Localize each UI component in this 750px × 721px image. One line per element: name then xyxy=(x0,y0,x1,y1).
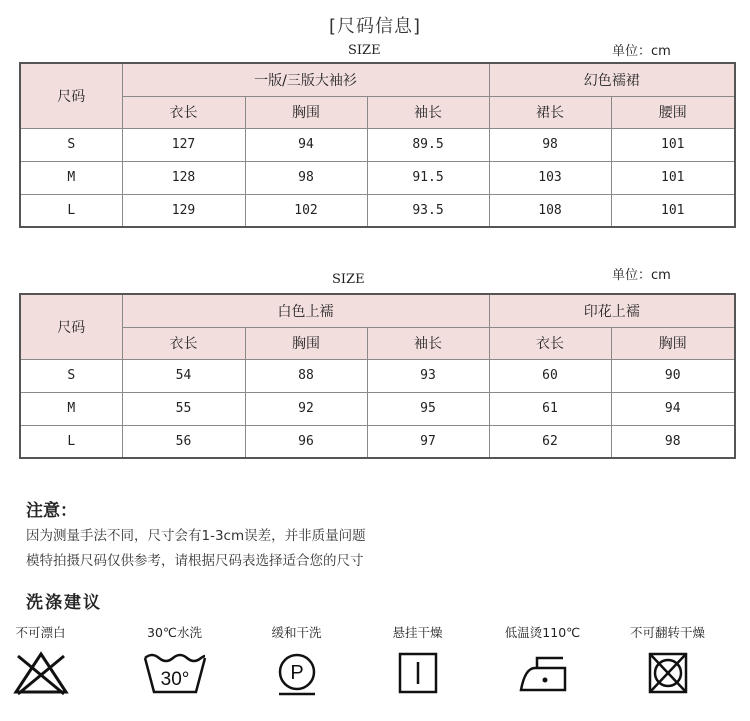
value-cell: 102 xyxy=(245,194,367,227)
size-cell: M xyxy=(20,161,122,194)
value-cell: 127 xyxy=(122,128,245,161)
care-item-wash-30 xyxy=(112,624,237,696)
size-table-2 xyxy=(19,293,736,459)
table-row xyxy=(20,128,735,161)
table-row xyxy=(20,425,735,458)
group-header: 一版/三版大袖衫 xyxy=(122,63,489,96)
table-row xyxy=(20,392,735,425)
value-cell: 96 xyxy=(245,425,367,458)
care-label: 不可翻转干燥 xyxy=(629,625,705,640)
size-cell: L xyxy=(20,194,122,227)
group-header: 白色上襦 xyxy=(122,294,489,327)
value-cell: 129 xyxy=(122,194,245,227)
notes-title: 注意： xyxy=(26,501,77,521)
group-header: 幻色襦裙 xyxy=(489,63,735,96)
iron-low-icon xyxy=(515,650,571,696)
value-cell: 61 xyxy=(489,392,611,425)
value-cell: 103 xyxy=(489,161,611,194)
care-item-line-dry xyxy=(355,624,480,696)
wash-temp-text: 30° xyxy=(160,669,189,690)
column-header: 衣长 xyxy=(489,327,611,359)
value-cell: 56 xyxy=(122,425,245,458)
table-row xyxy=(20,359,735,392)
note-line: 模特拍摄尺码仅供参考，请根据尺码表选择适合您的尺寸 xyxy=(26,553,364,569)
size-cell: M xyxy=(20,392,122,425)
care-item-no-bleach xyxy=(0,624,103,696)
size-header: 尺码 xyxy=(20,63,122,128)
table2-unit-label: 单位：cm xyxy=(612,268,671,283)
value-cell: 93.5 xyxy=(367,194,489,227)
column-header: 袖长 xyxy=(367,96,489,128)
column-header: 袖长 xyxy=(367,327,489,359)
value-cell: 94 xyxy=(245,128,367,161)
care-label: 低温烫110℃ xyxy=(504,625,581,640)
column-header: 裙长 xyxy=(489,96,611,128)
table-row xyxy=(20,194,735,227)
wash-30-icon xyxy=(142,650,208,696)
value-cell: 98 xyxy=(611,425,735,458)
no-tumble-dry-icon xyxy=(645,650,691,696)
no-bleach-icon xyxy=(12,650,70,696)
size-header: 尺码 xyxy=(20,294,122,359)
dry-clean-letter: P xyxy=(289,662,304,684)
care-item-no-tumble-dry xyxy=(605,624,730,696)
column-header: 衣长 xyxy=(122,96,245,128)
table2-size-label: SIZE xyxy=(332,272,365,287)
value-cell: 101 xyxy=(611,161,735,194)
table1-unit-label: 单位：cm xyxy=(612,44,671,59)
value-cell: 108 xyxy=(489,194,611,227)
care-label: 悬挂干燥 xyxy=(392,625,443,640)
line-dry-icon xyxy=(395,650,441,696)
dry-clean-p-icon xyxy=(274,650,320,696)
value-cell: 54 xyxy=(122,359,245,392)
care-item-dry-clean xyxy=(234,624,359,696)
value-cell: 88 xyxy=(245,359,367,392)
column-header: 胸围 xyxy=(611,327,735,359)
size-cell: L xyxy=(20,425,122,458)
care-item-iron-low xyxy=(480,624,605,696)
value-cell: 128 xyxy=(122,161,245,194)
column-header: 胸围 xyxy=(245,327,367,359)
column-header: 腰围 xyxy=(611,96,735,128)
value-cell: 95 xyxy=(367,392,489,425)
value-cell: 98 xyxy=(245,161,367,194)
value-cell: 101 xyxy=(611,128,735,161)
value-cell: 97 xyxy=(367,425,489,458)
value-cell: 93 xyxy=(367,359,489,392)
value-cell: 91.5 xyxy=(367,161,489,194)
size-cell: S xyxy=(20,128,122,161)
size-cell: S xyxy=(20,359,122,392)
care-label: 缓和干洗 xyxy=(271,625,322,640)
size-table-1 xyxy=(19,62,736,228)
value-cell: 94 xyxy=(611,392,735,425)
value-cell: 89.5 xyxy=(367,128,489,161)
value-cell: 55 xyxy=(122,392,245,425)
note-line: 因为测量手法不同，尺寸会有1-3cm误差，并非质量问题 xyxy=(26,528,366,544)
care-label: 30℃水洗 xyxy=(147,625,202,640)
group-header: 印花上襦 xyxy=(489,294,735,327)
care-title: 洗涤建议 xyxy=(26,593,102,613)
value-cell: 92 xyxy=(245,392,367,425)
value-cell: 90 xyxy=(611,359,735,392)
column-header: 胸围 xyxy=(245,96,367,128)
column-header: 衣长 xyxy=(122,327,245,359)
page-title: [尺码信息] xyxy=(328,16,422,37)
table1-size-label: SIZE xyxy=(348,43,381,58)
value-cell: 98 xyxy=(489,128,611,161)
care-label: 不可漂白 xyxy=(15,625,66,640)
table-row xyxy=(20,161,735,194)
value-cell: 101 xyxy=(611,194,735,227)
value-cell: 60 xyxy=(489,359,611,392)
value-cell: 62 xyxy=(489,425,611,458)
